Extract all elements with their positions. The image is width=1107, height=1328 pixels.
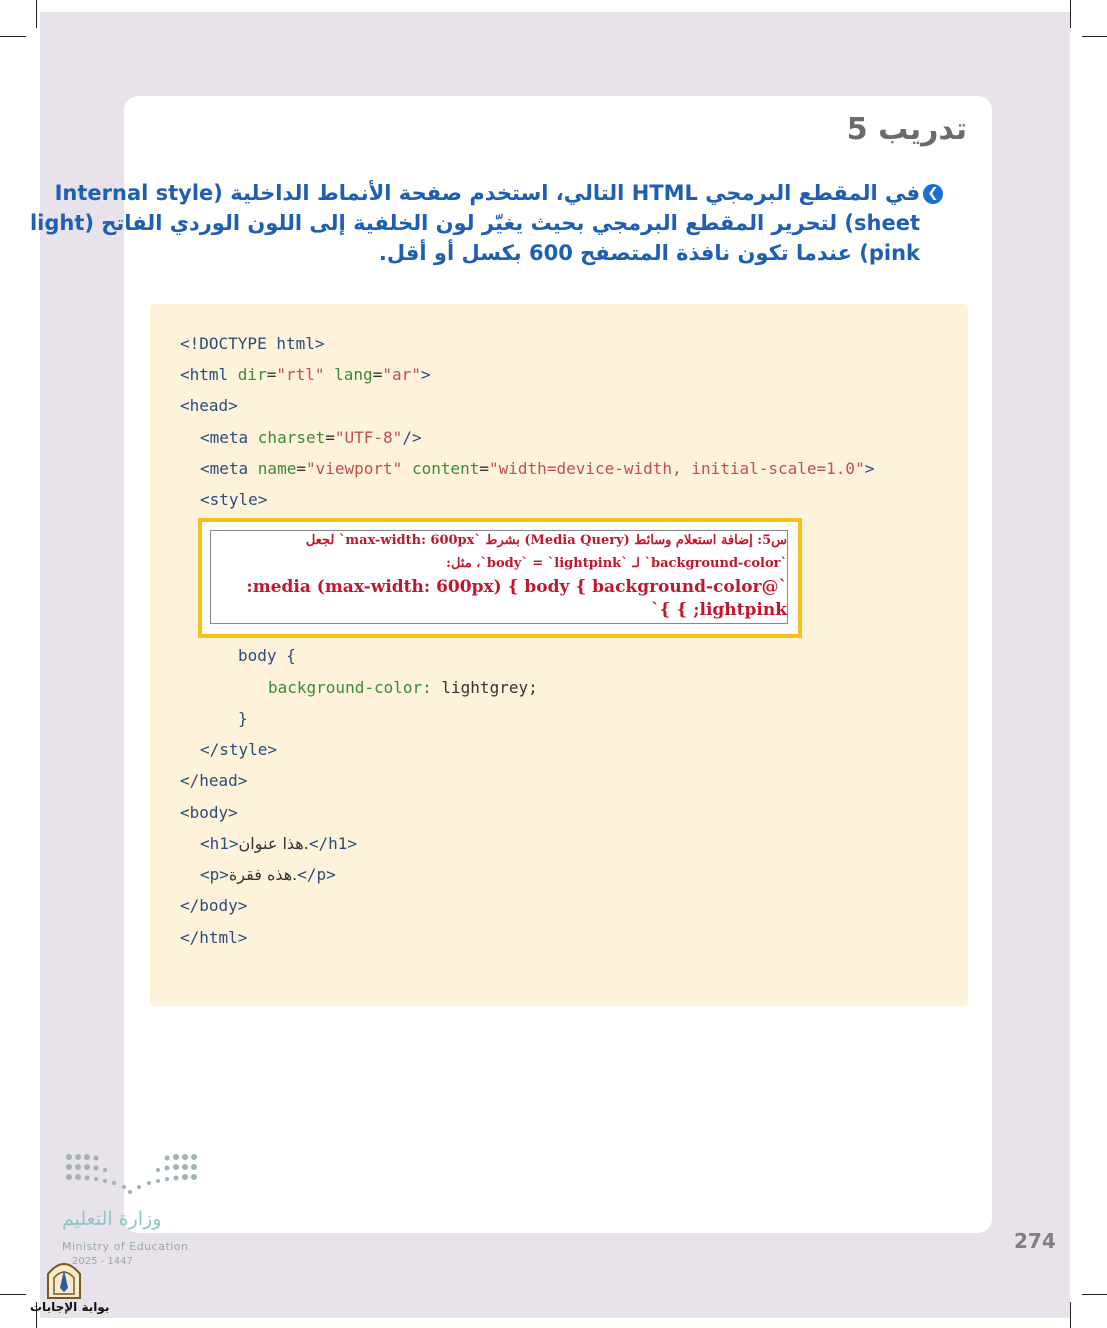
ministry-name-arabic: وزارة التعليم <box>62 1208 162 1230</box>
code-line: </style> <box>200 740 278 759</box>
crop-mark <box>0 36 26 37</box>
answer-line: `@media (max-width: 600px) { body { background-color: <box>246 577 787 597</box>
code-line: </html> <box>180 928 248 947</box>
code-line: <h1>.هذا عنوان</h1> <box>200 834 357 853</box>
code-line: body { <box>238 646 296 665</box>
code-line: <body> <box>180 803 238 822</box>
question-line: sheet) لتحرير المقطع البرمجي بحيث يغيّر لون الخلفية إلى اللون الوردي الفاتح (light <box>29 211 920 235</box>
question-text <box>29 178 920 268</box>
page-number: 274 <box>1014 1229 1056 1253</box>
crop-mark <box>1070 1302 1071 1328</box>
watermark-text: بوابة الإجابات <box>30 1300 110 1314</box>
code-line: <meta name="viewport" content="width=device-width, initial-scale=1.0"> <box>200 459 875 478</box>
code-line: <html dir="rtl" lang="ar"> <box>180 365 431 384</box>
chevron-left-icon: ❮ <box>923 184 943 204</box>
question-line: pink) عندما تكون نافذة المتصفح 600 بكسل أو أقل. <box>378 241 920 265</box>
answer-line: س5: إضافة استعلام وسائط (Media Query) بشرط `max-width: 600px` لجعل <box>305 533 787 548</box>
code-line: <meta charset="UTF-8"/> <box>200 428 422 447</box>
crop-mark <box>1082 36 1107 37</box>
answer-line: lightpink; } }` <box>651 600 787 620</box>
code-line: <style> <box>200 490 268 509</box>
code-line: <head> <box>180 396 238 415</box>
code-line: } <box>238 709 248 728</box>
crop-mark <box>0 1294 26 1295</box>
question-line: في المقطع البرمجي HTML التالي، استخدم صفحة الأنماط الداخلية (Internal style <box>54 181 920 205</box>
exercise-title: تدريب 5 <box>846 112 967 147</box>
answer-line: `background-color` لـ `body` = `lightpink`، مثل: <box>446 556 787 571</box>
ministry-name-english: Ministry of Education <box>62 1240 189 1253</box>
crop-mark <box>1082 1294 1107 1295</box>
ministry-logo-icon <box>64 1152 200 1196</box>
code-line: </body> <box>180 896 248 915</box>
crop-mark <box>1070 0 1071 28</box>
code-line: <!DOCTYPE html> <box>180 334 325 353</box>
code-line: </head> <box>180 771 248 790</box>
crop-mark <box>36 0 37 28</box>
watermark-logo-icon <box>44 1254 84 1300</box>
ministry-year: 2025 - 1447 <box>72 1256 133 1267</box>
code-line: background-color: lightgrey; <box>268 678 538 697</box>
code-line: <p>.هذه فقرة</p> <box>200 865 336 884</box>
